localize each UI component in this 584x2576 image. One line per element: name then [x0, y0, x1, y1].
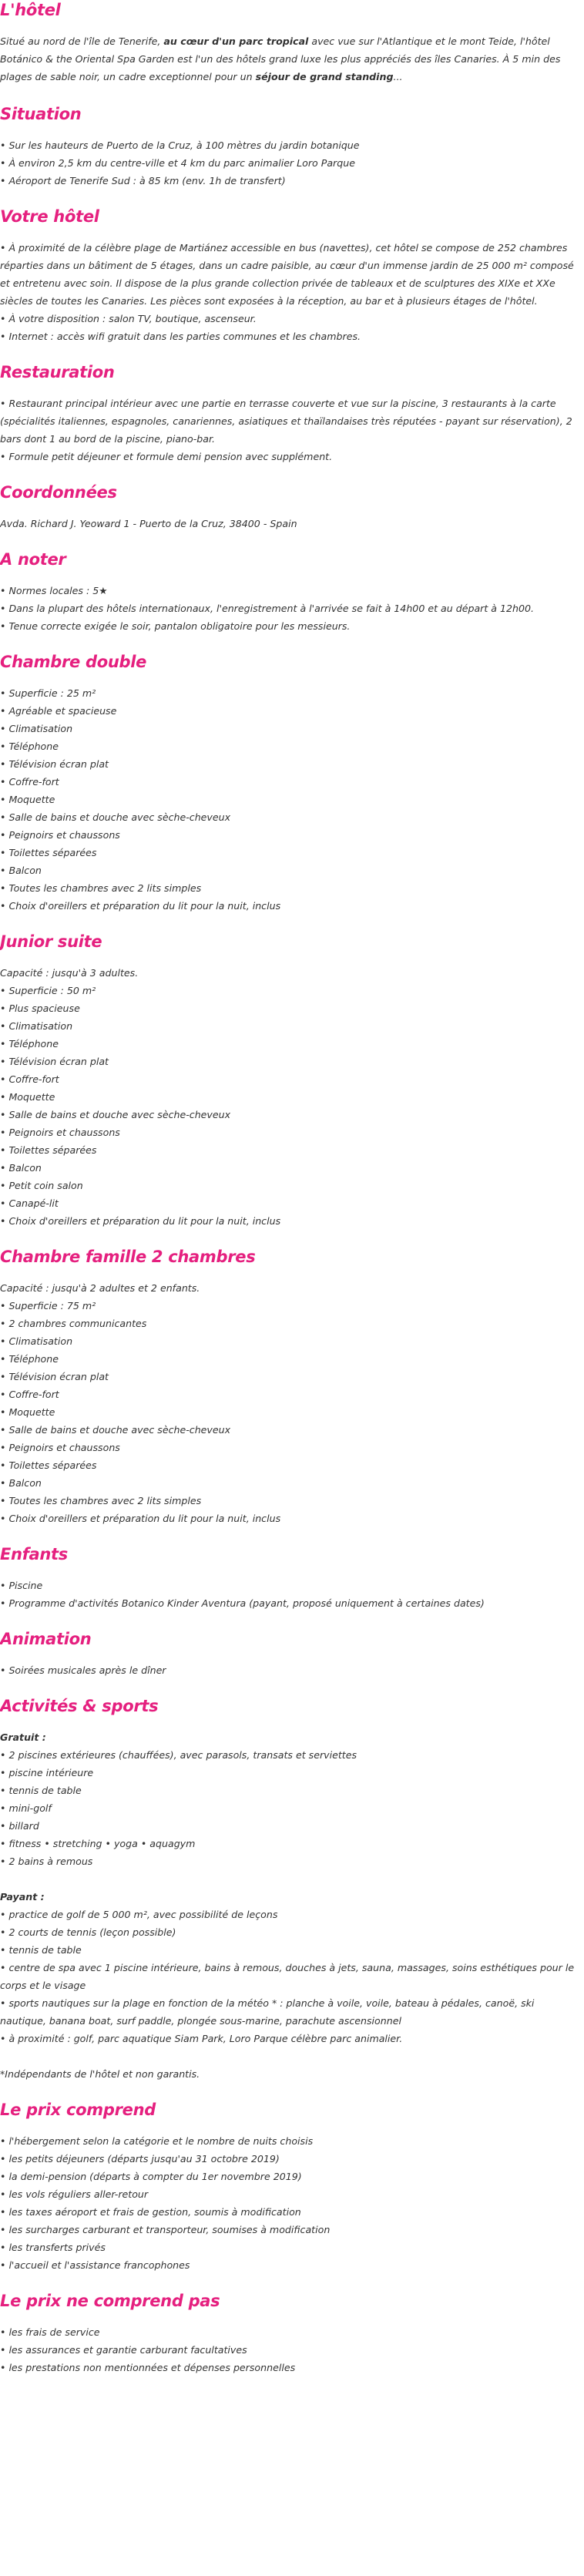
- list-item: • Restaurant principal intérieur avec une partie en terrasse couverte et vue sur la piscine, 3 restaurants à la carte (spécialités italiennes, espagnoles, canariennes, asiatiques et thaïlandaises très réputées - payant sur réservation), 2 bars dont 1 au bord de la piscine, piano-bar.: [0, 395, 582, 448]
- section-coordonnees: [0, 482, 584, 532]
- list-item: • piscine intérieure: [0, 1764, 582, 1782]
- section-title-votre-hotel: Votre hôtel: [0, 207, 99, 226]
- list-item: • Canapé-lit: [0, 1194, 582, 1212]
- list-item: • Programme d'activités Botanico Kinder Aventura (payant, proposé uniquement à certaines dates): [0, 1594, 582, 1612]
- section-chambre-double: [0, 652, 584, 915]
- list-item: • Salle de bains et douche avec sèche-cheveux: [0, 1421, 582, 1439]
- list-item: • Télévision écran plat: [0, 1053, 582, 1070]
- section-a-noter: [0, 549, 584, 635]
- list-item: • sports nautiques sur la plage en fonction de la météo * : planche à voile, voile, bateau à pédales, canoë, ski nautique, banana boat, surf paddle, plongée sous-marine, parachute ascensionnel: [0, 1994, 582, 2030]
- section-title-coordonnees: Coordonnées: [0, 483, 117, 502]
- list-item: • Choix d'oreillers et préparation du lit pour la nuit, inclus: [0, 1212, 582, 1230]
- chambre-famille-capacity: Capacité : jusqu'à 2 adultes et 2 enfants.: [0, 1282, 200, 1294]
- section-title-chambre-double: Chambre double: [0, 653, 147, 671]
- list-item: • Coffre-fort: [0, 1385, 582, 1403]
- animation-list: [0, 1661, 582, 1679]
- list-item: • Dans la plupart des hôtels internationaux, l'enregistrement à l'arrivée se fait à 14h00 et au départ à 12h00.: [0, 599, 582, 617]
- section-title-prix-ne-comprend: Le prix ne comprend pas: [0, 2292, 220, 2310]
- list-item: • Superficie : 75 m²: [0, 1297, 582, 1315]
- list-item: • Balcon: [0, 1159, 582, 1177]
- list-item: • Normes locales : 5★: [0, 582, 582, 599]
- junior-suite-list: [0, 982, 582, 1230]
- list-item: • la demi-pension (départs à compter du 1er novembre 2019): [0, 2168, 582, 2185]
- section-title-a-noter: A noter: [0, 550, 66, 569]
- gratuit-list: [0, 1746, 582, 1870]
- list-item: • Soirées musicales après le dîner: [0, 1661, 582, 1679]
- list-item: • À environ 2,5 km du centre-ville et 4 km du parc animalier Loro Parque: [0, 154, 582, 172]
- chambre-famille-list: [0, 1297, 582, 1527]
- list-item: • les vols réguliers aller-retour: [0, 2185, 582, 2203]
- section-prix-comprend: [0, 2100, 584, 2274]
- list-item: • Moquette: [0, 1088, 582, 1106]
- section-prix-ne-comprend: [0, 2291, 584, 2376]
- hotel-intro-part1: Situé au nord de l'île de Tenerife,: [0, 35, 164, 47]
- situation-list: [0, 136, 582, 190]
- list-item: • les transferts privés: [0, 2238, 582, 2256]
- list-item: • l'accueil et l'assistance francophones: [0, 2256, 582, 2274]
- junior-suite-capacity: Capacité : jusqu'à 3 adultes.: [0, 967, 139, 979]
- list-item: • Moquette: [0, 1403, 582, 1421]
- list-item: • tennis de table: [0, 1941, 582, 1959]
- list-item: • Balcon: [0, 1474, 582, 1492]
- list-item: • Peignoirs et chaussons: [0, 826, 582, 844]
- hotel-intro-bold2: séjour de grand standing: [255, 71, 394, 82]
- section-restauration: [0, 362, 584, 465]
- votre-hotel-list: [0, 239, 582, 345]
- list-item: • Toutes les chambres avec 2 lits simples: [0, 879, 582, 897]
- section-title-hotel: L'hôtel: [0, 1, 61, 19]
- chambre-double-list: [0, 684, 582, 915]
- list-item: • Piscine: [0, 1577, 582, 1594]
- list-item: • Peignoirs et chaussons: [0, 1439, 582, 1456]
- list-item: • Climatisation: [0, 1017, 582, 1035]
- section-title-situation: Situation: [0, 105, 82, 123]
- prix-comprend-list: [0, 2132, 582, 2274]
- list-item: • mini-golf: [0, 1799, 582, 1817]
- list-item: • Téléphone: [0, 737, 582, 755]
- list-item: • fitness • stretching • yoga • aquagym: [0, 1835, 582, 1852]
- section-title-restauration: Restauration: [0, 363, 115, 381]
- list-item: • À proximité de la célèbre plage de Martiánez accessible en bus (navettes), cet hôtel se compose de 252 chambres réparties dans un bâtiment de 5 étages, dans un cadre paisible, au cœur d'un immense jardin de 25 000 m² composé et entretenu avec soin. Il dispose de la plus grande collection privée de tableaux et de sculptures des XIXe et XXe siècles de toutes les Canaries. Les pièces sont exposées à la réception, au bar et à plusieurs étages de l'hôtel.: [0, 239, 582, 310]
- a-noter-list: [0, 582, 582, 635]
- list-item: • billard: [0, 1817, 582, 1835]
- list-item: • Télévision écran plat: [0, 755, 582, 773]
- enfants-list: [0, 1577, 582, 1612]
- list-item: • Climatisation: [0, 1332, 582, 1350]
- list-item: • 2 courts de tennis (leçon possible): [0, 1923, 582, 1941]
- list-item: • les assurances et garantie carburant facultatives: [0, 2341, 582, 2359]
- section-enfants: [0, 1544, 584, 1612]
- section-chambre-famille: [0, 1247, 584, 1527]
- list-item: • Agréable et spacieuse: [0, 702, 582, 720]
- gratuit-label: Gratuit :: [0, 1731, 46, 1743]
- section-title-activites: Activités & sports: [0, 1697, 159, 1715]
- hotel-intro-end: ...: [393, 71, 403, 82]
- list-item: • Tenue correcte exigée le soir, pantalon obligatoire pour les messieurs.: [0, 617, 582, 635]
- list-item: • Toilettes séparées: [0, 1456, 582, 1474]
- list-item: • practice de golf de 5 000 m², avec possibilité de leçons: [0, 1906, 582, 1923]
- list-item: • Climatisation: [0, 720, 582, 737]
- section-junior-suite: [0, 932, 584, 1230]
- hotel-intro-bold1: au cœur d'un parc tropical: [163, 35, 309, 47]
- activites-note: *Indépendants de l'hôtel et non garantis.: [0, 2068, 200, 2080]
- list-item: • 2 chambres communicantes: [0, 1315, 582, 1332]
- list-item: • Plus spacieuse: [0, 999, 582, 1017]
- list-item: • Salle de bains et douche avec sèche-cheveux: [0, 808, 582, 826]
- list-item: • les taxes aéroport et frais de gestion, soumis à modification: [0, 2203, 582, 2221]
- section-activites: [0, 1696, 584, 2083]
- payant-list: [0, 1906, 582, 2047]
- section-title-animation: Animation: [0, 1630, 92, 1648]
- section-votre-hotel: [0, 207, 584, 345]
- list-item: • Choix d'oreillers et préparation du lit pour la nuit, inclus: [0, 897, 582, 915]
- list-item: • centre de spa avec 1 piscine intérieure, bains à remous, douches à jets, sauna, massages, soins esthétiques pour le corps et le visage: [0, 1959, 582, 1994]
- list-item: • Formule petit déjeuner et formule demi pension avec supplément.: [0, 448, 582, 465]
- list-item: • tennis de table: [0, 1782, 582, 1799]
- list-item: • les surcharges carburant et transporteur, soumises à modification: [0, 2221, 582, 2238]
- list-item: • Choix d'oreillers et préparation du lit pour la nuit, inclus: [0, 1510, 582, 1527]
- list-item: • Superficie : 50 m²: [0, 982, 582, 999]
- list-item: • Internet : accès wifi gratuit dans les parties communes et les chambres.: [0, 327, 582, 345]
- list-item: • Toilettes séparées: [0, 844, 582, 861]
- list-item: • Superficie : 25 m²: [0, 684, 582, 702]
- list-item: • les petits déjeuners (départs jusqu'au 31 octobre 2019): [0, 2150, 582, 2168]
- section-animation: [0, 1629, 584, 1679]
- list-item: • Téléphone: [0, 1035, 582, 1053]
- list-item: • Toilettes séparées: [0, 1141, 582, 1159]
- list-item: • Moquette: [0, 791, 582, 808]
- section-title-enfants: Enfants: [0, 1545, 68, 1563]
- list-item: • Toutes les chambres avec 2 lits simples: [0, 1492, 582, 1510]
- payant-label: Payant :: [0, 1891, 45, 1903]
- list-item: • les prestations non mentionnées et dépenses personnelles: [0, 2359, 582, 2376]
- list-item: • l'hébergement selon la catégorie et le nombre de nuits choisis: [0, 2132, 582, 2150]
- section-title-chambre-famille: Chambre famille 2 chambres: [0, 1248, 256, 1266]
- hotel-intro-part2: avec vue sur l'Atlantique et le mont Teide, l'hôtel Botánico & the Oriental Spa Garden est l'un des hôtels grand luxe les plus appréciés des îles Canaries. À 5 min des plages de sable noir, un cadre exceptionnel pour un: [0, 35, 561, 82]
- list-item: • Balcon: [0, 861, 582, 879]
- address: Avda. Richard J. Yeoward 1 - Puerto de la Cruz, 38400 - Spain: [0, 518, 297, 529]
- list-item: • Salle de bains et douche avec sèche-cheveux: [0, 1106, 582, 1123]
- list-item: • les frais de service: [0, 2323, 582, 2341]
- list-item: • Aéroport de Tenerife Sud : à 85 km (env. 1h de transfert): [0, 172, 582, 190]
- list-item: • Peignoirs et chaussons: [0, 1123, 582, 1141]
- restauration-list: [0, 395, 582, 465]
- hotel-intro: [0, 32, 582, 86]
- list-item: • Téléphone: [0, 1350, 582, 1368]
- section-title-junior-suite: Junior suite: [0, 932, 102, 951]
- list-item: • 2 bains à remous: [0, 1852, 582, 1870]
- list-item: • Petit coin salon: [0, 1177, 582, 1194]
- list-item: • Télévision écran plat: [0, 1368, 582, 1385]
- prix-ne-comprend-list: [0, 2323, 582, 2376]
- list-item: • Sur les hauteurs de Puerto de la Cruz, à 100 mètres du jardin botanique: [0, 136, 582, 154]
- section-situation: [0, 104, 584, 190]
- list-item: • à proximité : golf, parc aquatique Siam Park, Loro Parque célèbre parc animalier.: [0, 2030, 582, 2047]
- list-item: • À votre disposition : salon TV, boutique, ascenseur.: [0, 310, 582, 327]
- section-title-prix-comprend: Le prix comprend: [0, 2101, 156, 2119]
- list-item: • Coffre-fort: [0, 1070, 582, 1088]
- list-item: • 2 piscines extérieures (chauffées), avec parasols, transats et serviettes: [0, 1746, 582, 1764]
- list-item: • Coffre-fort: [0, 773, 582, 791]
- section-hotel: [0, 0, 584, 86]
